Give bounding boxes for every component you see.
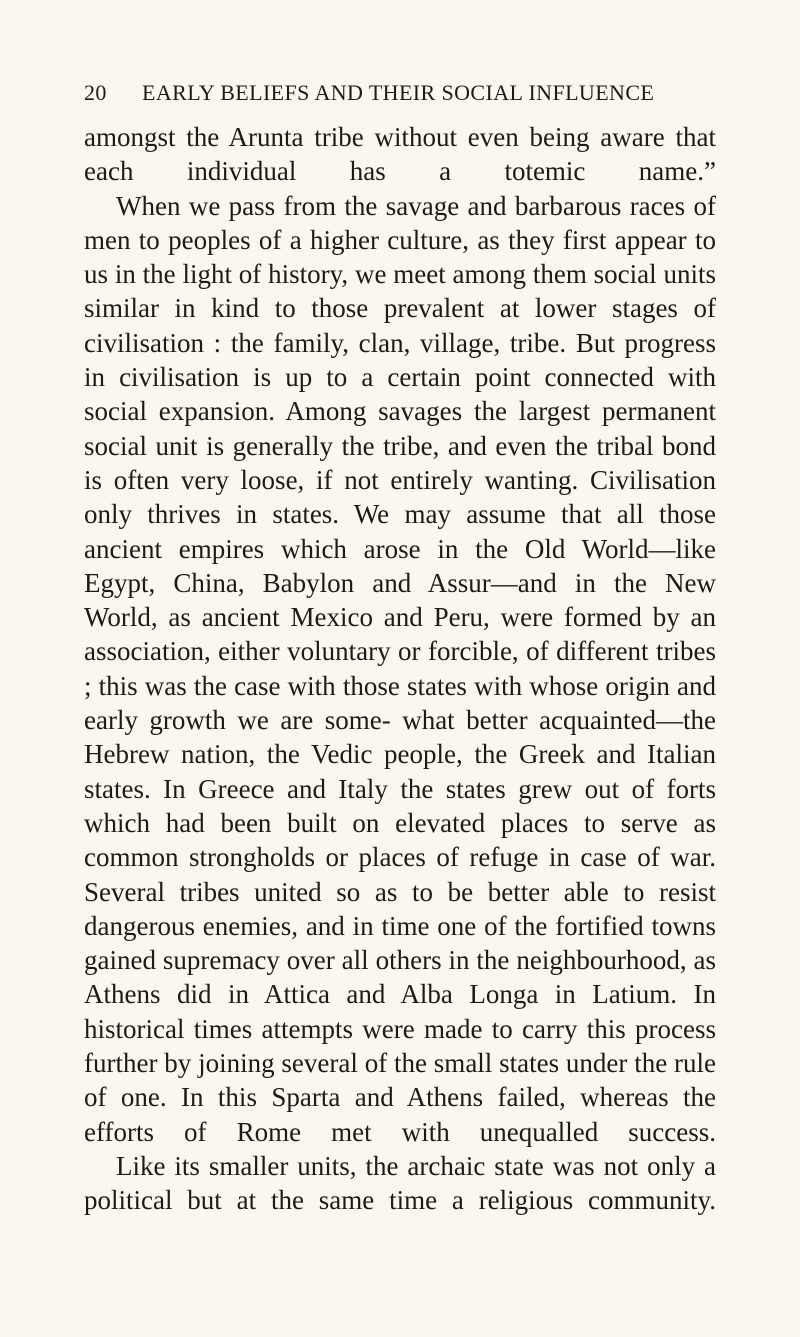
running-title: EARLY BELIEFS AND THEIR SOCIAL INFLUENCE: [142, 80, 655, 105]
page-number: 20: [84, 80, 107, 105]
paragraph-continuation: amongst the Arunta tribe without even being aware that each individual has a totemic name.”: [84, 122, 716, 187]
paragraph: When we pass from the savage and barbarous races of men to peoples of a higher culture, as they first appear to us in the light of history, we meet among them social units similar in kind to those prevalent at lower stages of civilisation : the family, clan, village, tribe. But progress in civilisation is up to a certain point connected with social expansion. Among savages the largest permanent social unit is generally the tribe, and even the tribal bond is often very loose, if not entirely wanting. Civilisation only thrives in states. We may assume that all those ancient empires which arose in the Old World—like Egypt, China, Babylon and Assur—and in the New World, as ancient Mexico and Peru, were formed by an association, either voluntary or forcible, of different tribes ; this was the case with those states with whose origin and early growth we are some- what better acquainted—the Hebrew nation, the Vedic people, the Greek and Italian states. In Greece and Italy the states grew out of forts which had been built on elevated places to serve as common strongholds or places of refuge in case of war. Several tribes united so as to be better able to resist dangerous enemies, and in time one of the fortified towns gained supremacy over all others in the neighbourhood, as Athens did in Attica and Alba Longa in Latium. In historical times attempts were made to carry this process further by joining several of the small states under the rule of one. In this Sparta and Athens failed, whereas the efforts of Rome met with unequalled success.: [84, 190, 716, 1147]
body-text: [84, 120, 716, 1218]
paragraph: Like its smaller units, the archaic state was not only a political but at the same time a religious community.: [84, 1150, 716, 1216]
running-header: [84, 80, 700, 106]
